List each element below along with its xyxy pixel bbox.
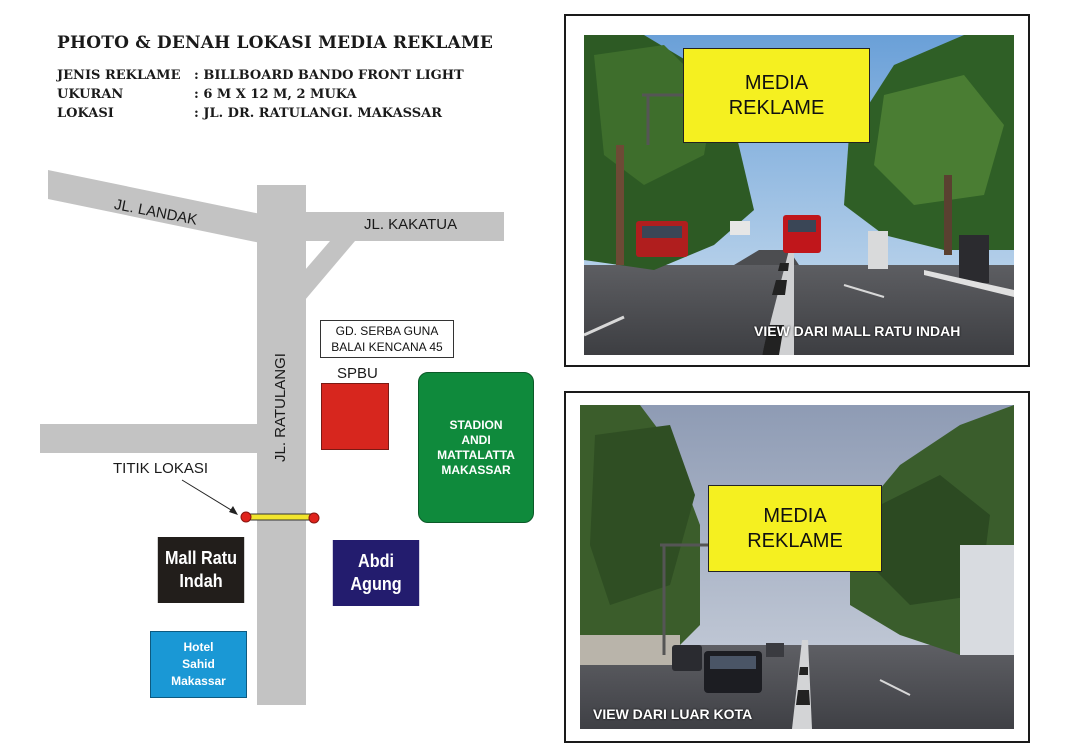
billboard-2: [708, 485, 882, 572]
billboard-1: [683, 48, 870, 143]
road-diagonal: [305, 241, 355, 300]
mall-ratu-indah-building: [158, 537, 244, 603]
photo-2-caption: VIEW DARI LUAR KOTA: [593, 706, 753, 722]
stadion-line2: ANDI: [461, 432, 491, 447]
abdi-line2: Agung: [350, 574, 402, 594]
abdi-line1: Abdi: [358, 551, 394, 571]
stadion-building: [418, 372, 534, 523]
info-key: UKURAN: [57, 87, 124, 102]
pointer-arrowhead: [229, 506, 238, 515]
stadion-line1: STADION: [449, 417, 503, 432]
billboard-2-line2: REKLAME: [747, 529, 843, 552]
label-jl-kakatua: JL. KAKATUA: [364, 216, 458, 233]
gedung-line1: GD. SERBA GUNA: [335, 324, 439, 338]
road-cross: [40, 424, 257, 453]
spbu-label: SPBU: [337, 365, 378, 382]
gedung-serba-guna-label: [320, 320, 454, 358]
stadion-line3: MATTALATTA: [437, 447, 515, 462]
info-value: : BILLBOARD BANDO FRONT LIGHT: [194, 68, 464, 83]
label-jl-ratulangi: JL. RATULANGI: [272, 353, 289, 462]
page-title: PHOTO & DENAH LOKASI MEDIA REKLAME: [57, 33, 494, 53]
billboard-marker-line: [246, 514, 314, 520]
info-value: : JL. DR. RATULANGI. MAKASSAR: [194, 106, 443, 121]
gedung-line2: BALAI KENCANA 45: [331, 340, 443, 354]
hotel-sahid-building: [150, 631, 247, 698]
info-key: JENIS REKLAME: [57, 68, 181, 83]
billboard-1-line1: MEDIA: [744, 71, 809, 94]
abdi-agung-building: [333, 540, 419, 606]
marker-dot-left: [241, 512, 251, 522]
label-jl-landak: JL. LANDAK: [112, 196, 199, 229]
pointer-arrow: [182, 480, 236, 513]
spbu-building: [321, 383, 389, 450]
stadion-line4: MAKASSAR: [441, 462, 511, 477]
billboard-2-line1: MEDIA: [763, 504, 827, 527]
mall-line2: Indah: [179, 571, 223, 591]
hotel-line1: Hotel: [183, 640, 214, 654]
mall-line1: Mall Ratu: [164, 548, 237, 568]
billboard-1-line2: REKLAME: [728, 96, 825, 119]
marker-dot-right: [309, 513, 319, 523]
titik-lokasi-label: TITIK LOKASI: [113, 460, 209, 477]
hotel-line2: Sahid: [182, 657, 215, 671]
photo-1-caption: VIEW DARI MALL RATU INDAH: [754, 323, 961, 339]
info-value: : 6 M X 12 M, 2 MUKA: [194, 87, 357, 102]
info-key: LOKASI: [57, 106, 114, 121]
hotel-line3: Makassar: [171, 674, 226, 688]
